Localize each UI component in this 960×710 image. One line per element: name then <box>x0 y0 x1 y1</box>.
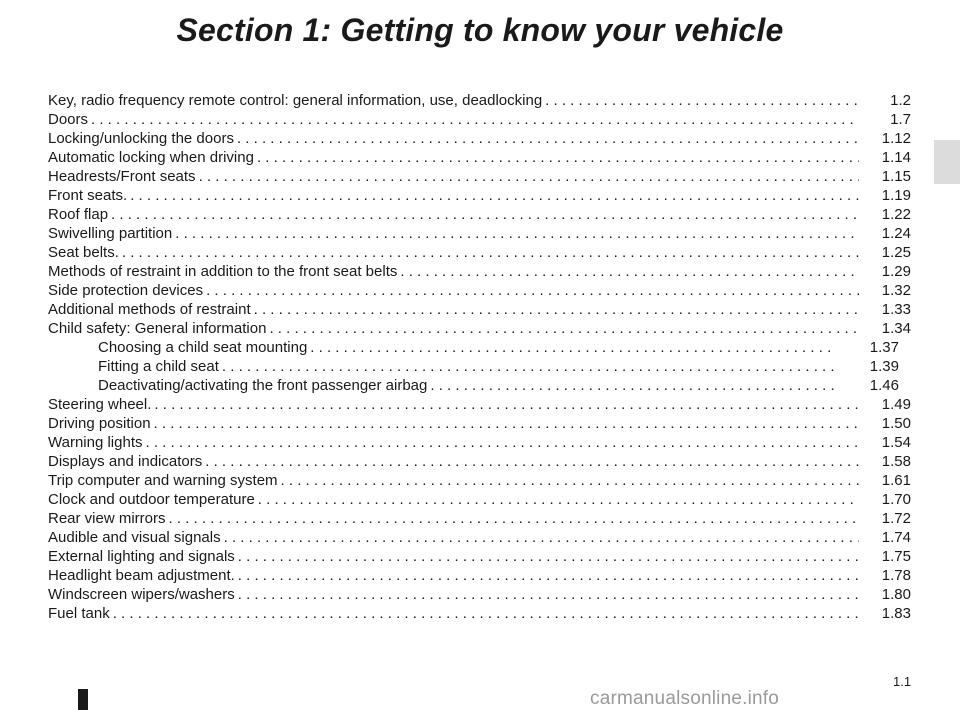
toc-entry[interactable] <box>48 167 911 186</box>
toc-subentry[interactable] <box>48 376 911 395</box>
toc-entry-page: 1.34 <box>881 320 911 337</box>
toc-entry[interactable] <box>48 91 911 110</box>
toc-entry-label: Fitting a child seat <box>98 358 219 375</box>
toc-entry-page: 1.37 <box>869 339 899 356</box>
toc-entry-page: 1.80 <box>881 586 911 603</box>
toc-entry[interactable] <box>48 300 911 319</box>
toc-entry-label: Child safety: General information <box>48 320 267 337</box>
toc-entry-page: 1.78 <box>881 567 911 584</box>
toc-entry-page: 1.25 <box>881 244 911 261</box>
dot-leader <box>281 471 859 490</box>
toc-entry-label: Side protection devices <box>48 282 204 299</box>
toc-entry-label: Doors <box>48 111 89 128</box>
toc-entry-page: 1.74 <box>881 529 911 546</box>
toc-entry[interactable] <box>48 452 911 471</box>
dot-leader <box>310 338 835 357</box>
toc-entry-label: External lighting and signals <box>48 548 235 565</box>
dot-leader <box>222 357 835 376</box>
toc-entry[interactable] <box>48 319 911 338</box>
toc-entry[interactable] <box>48 604 911 623</box>
toc-subentry[interactable] <box>48 338 911 357</box>
toc-entry-label: Warning lights <box>48 434 143 451</box>
toc-entry[interactable] <box>48 471 911 490</box>
toc-entry-page: 1.83 <box>881 605 911 622</box>
toc-entry-label: Clock and outdoor temperature <box>48 491 255 508</box>
toc-entry-label: Choosing a child seat mounting <box>98 339 308 356</box>
toc-entry-page: 1.29 <box>881 263 911 280</box>
dot-leader <box>545 91 859 110</box>
dot-leader <box>199 167 859 186</box>
toc-entry-page: 1.22 <box>881 206 911 223</box>
toc-entry[interactable] <box>48 585 911 604</box>
toc-entry-page: 1.32 <box>881 282 911 299</box>
toc-entry[interactable] <box>48 262 911 281</box>
toc-entry-page: 1.19 <box>881 187 911 204</box>
toc-entry-page: 1.49 <box>881 396 911 413</box>
toc-entry-page: 1.70 <box>881 491 911 508</box>
toc-entry-label: Trip computer and warning system <box>48 472 278 489</box>
dot-leader <box>237 129 859 148</box>
dot-leader <box>205 452 859 471</box>
dot-leader <box>258 490 859 509</box>
toc-entry[interactable] <box>48 395 911 414</box>
dot-leader <box>430 376 835 395</box>
dot-leader <box>254 300 859 319</box>
toc-entry-page: 1.14 <box>881 149 911 166</box>
toc-entry-page: 1.2 <box>890 92 911 109</box>
toc-entry-label: Roof flap <box>48 206 109 223</box>
dot-leader <box>206 281 859 300</box>
toc-entry-label: Additional methods of restraint <box>48 301 251 318</box>
toc-entry[interactable] <box>48 490 911 509</box>
corner-marker <box>78 689 88 710</box>
dot-leader <box>122 243 859 262</box>
watermark: carmanualsonline.info <box>590 688 780 709</box>
toc-entry-label: Rear view mirrors <box>48 510 166 527</box>
toc-entry-page: 1.24 <box>881 225 911 242</box>
toc-entry[interactable] <box>48 186 911 205</box>
toc-entry-label: Windscreen wipers/washers <box>48 586 235 603</box>
section-tab-marker <box>934 140 960 184</box>
toc-entry-label: Audible and visual signals <box>48 529 221 546</box>
toc-entry[interactable] <box>48 281 911 300</box>
dot-leader <box>130 186 859 205</box>
toc-entry-page: 1.58 <box>881 453 911 470</box>
table-of-contents <box>48 91 911 623</box>
toc-entry-page: 1.12 <box>881 130 911 147</box>
toc-entry-page: 1.46 <box>869 377 899 394</box>
toc-entry-label: Displays and indicators <box>48 453 203 470</box>
toc-entry-page: 1.75 <box>881 548 911 565</box>
toc-entry[interactable] <box>48 547 911 566</box>
toc-entry[interactable] <box>48 509 911 528</box>
dot-leader <box>238 547 859 566</box>
toc-entry-label: Deactivating/activating the front passenger airbag <box>98 377 428 394</box>
dot-leader <box>400 262 859 281</box>
toc-entry-label: Key, radio frequency remote control: general information, use, deadlocking <box>48 92 543 109</box>
toc-entry-page: 1.15 <box>881 168 911 185</box>
toc-entry-page: 1.39 <box>869 358 899 375</box>
toc-entry-page: 1.54 <box>881 434 911 451</box>
dot-leader <box>145 433 859 452</box>
dot-leader <box>169 509 859 528</box>
toc-entry-page: 1.72 <box>881 510 911 527</box>
dot-leader <box>113 604 859 623</box>
dot-leader <box>111 205 859 224</box>
page-title: Section 1: Getting to know your vehicle <box>176 12 784 48</box>
toc-entry-label: Seat belts. <box>48 244 119 261</box>
toc-entry[interactable] <box>48 528 911 547</box>
dot-leader <box>224 528 859 547</box>
dot-leader <box>238 566 859 585</box>
dot-leader <box>91 110 859 129</box>
toc-entry-page: 1.7 <box>890 111 911 128</box>
toc-entry[interactable] <box>48 148 911 167</box>
toc-entry[interactable] <box>48 205 911 224</box>
toc-entry-page: 1.61 <box>881 472 911 489</box>
toc-entry-page: 1.50 <box>881 415 911 432</box>
dot-leader <box>269 319 859 338</box>
toc-entry-label: Driving position <box>48 415 151 432</box>
dot-leader <box>154 414 859 433</box>
toc-entry-label: Steering wheel. <box>48 396 152 413</box>
toc-subentry[interactable] <box>48 357 911 376</box>
toc-entry[interactable] <box>48 433 911 452</box>
toc-entry[interactable] <box>48 129 911 148</box>
page-number: 1.1 <box>893 674 912 689</box>
toc-entry-label: Automatic locking when driving <box>48 149 254 166</box>
toc-entry-label: Methods of restraint in addition to the front seat belts <box>48 263 398 280</box>
toc-entry[interactable] <box>48 566 911 585</box>
dot-leader <box>238 585 859 604</box>
dot-leader <box>175 224 859 243</box>
toc-entry-label: Fuel tank <box>48 605 110 622</box>
toc-entry[interactable] <box>48 110 911 129</box>
dot-leader <box>154 395 859 414</box>
toc-entry-label: Front seats. <box>48 187 128 204</box>
toc-entry[interactable] <box>48 243 911 262</box>
dot-leader <box>257 148 859 167</box>
toc-entry-label: Swivelling partition <box>48 225 173 242</box>
toc-entry-page: 1.33 <box>881 301 911 318</box>
toc-entry[interactable] <box>48 224 911 243</box>
toc-entry[interactable] <box>48 414 911 433</box>
toc-entry-label: Headrests/Front seats <box>48 168 196 185</box>
toc-entry-label: Locking/unlocking the doors <box>48 130 234 147</box>
toc-entry-label: Headlight beam adjustment. <box>48 567 235 584</box>
